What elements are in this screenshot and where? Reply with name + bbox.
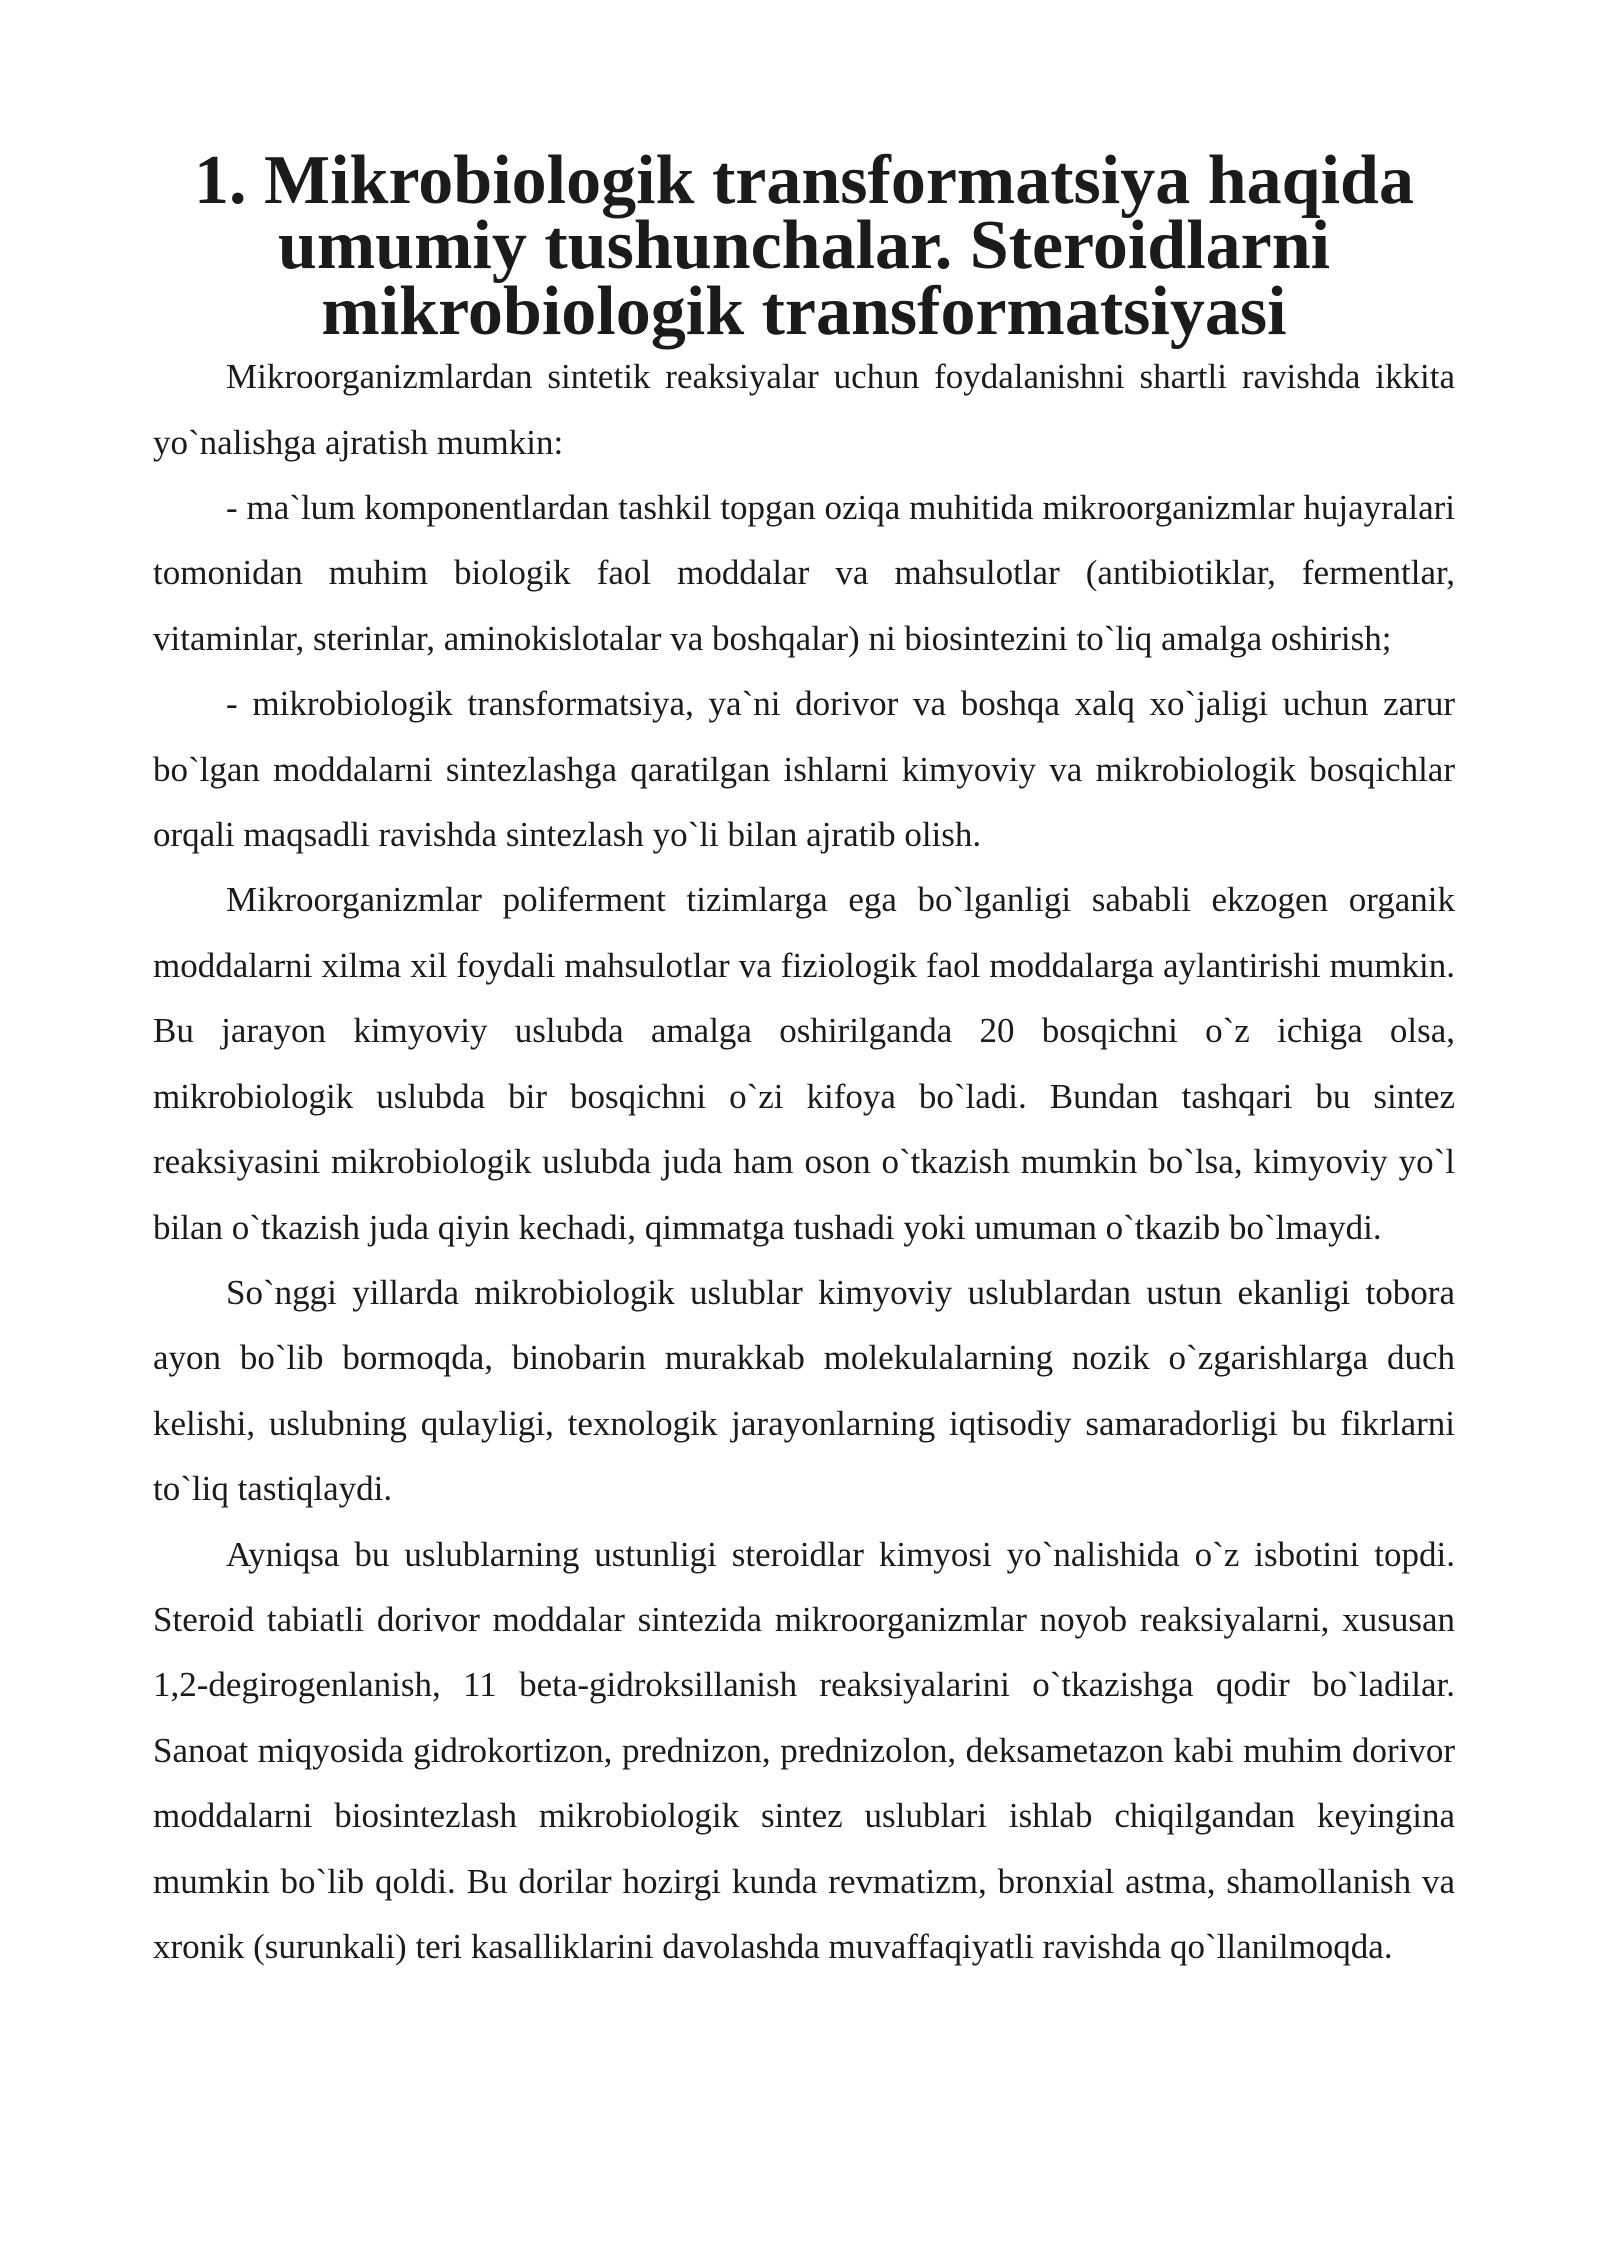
paragraph-recent-years: So`nggi yillarda mikrobiologik uslublar kimyoviy uslublardan ustun ekanligi tobora ayon bo`lib bormoqda, binobarin murakkab molekulalarning nozik o`zgarishlarga duch kelishi, uslubning qulayligi, texnologik jarayonlarning iqtisodiy samaradorligi bu fikrlarni to`liq tastiqlaydi. xyxy=(153,1272,1455,1509)
paragraph-polyenzyme: Mikroorganizmlar poliferment tizimlarga ega bo`lganligi sababli ekzogen organik moddalarni xilma xil foydali mahsulotlar va fiziologik faol moddalarga aylantirishi mumkin. Bu jarayon kimyoviy uslubda amalga oshirilganda 20 bosqichni o`z ichiga olsa, mikrobiologik uslubda bir bosqichni o`zi kifoya bo`ladi. Bundan tashqari bu sintez reaksiyasini mikrobiologik uslubda juda ham oson o`tkazish mumkin bo`lsa, kimyoviy yo`l bilan o`tkazish juda qiyin kechadi, qimmatga tushadi yoki umuman o`tkazib bo`lmaydi. xyxy=(153,880,1455,1247)
paragraph-intro: Mikroorganizmlardan sintetik reaksiyalar uchun foydalanishni shartli ravishda ikkita yo`nalishga ajratish mumkin: xyxy=(153,357,1455,462)
paragraph-steroids: Ayniqsa bu uslublarning ustunligi steroidlar kimyosi yo`nalishida o`z isbotini topdi. Steroid tabiatli dorivor moddalar sintezida mikroorganizmlar noyob reaksiyalarni, xususan 1,2-degirogenlanish, 11 beta-gidroksillanish reaksiyalarini o`tkazishga qodir bo`ladilar. Sanoat miqyosida gidrokortizon, prednizon, prednizolon, deksametazon kabi muhim dorivor moddalarni biosintezlash mikrobiologik sintez uslublari ishlab chiqilgandan keyingina mumkin bo`lib qoldi. Bu dorilar hozirgi kunda revmatizm, bronxial astma, shamollanish va xronik (surunkali) teri kasalliklarini davolashda muvaffaqiyatli ravishda qo`llanilmoqda. xyxy=(153,1534,1455,1966)
paragraph-list-item-2: - mikrobiologik transformatsiya, ya`ni dorivor va boshqa xalq xo`jaligi uchun zarur bo`lgan moddalarni sintezlashga qaratilgan ishlarni kimyoviy va mikrobiologik bosqichlar orqali maqsadli ravishda sintezlash yo`li bilan ajratib olish. xyxy=(153,684,1455,855)
document-page xyxy=(153,142,1455,1979)
section-title: 1. Mikrobiologik transformatsiya haqida umumiy tushunchalar. Steroidlarni mikrobiologik transformatsiyasi xyxy=(194,142,1414,350)
paragraph-list-item-1: - ma`lum komponentlardan tashkil topgan oziqa muhitida mikroorganizmlar hujayralari tomonidan muhim biologik faol moddalar va mahsulotlar (antibiotiklar, fermentlar, vitaminlar, sterinlar, aminokislotalar va boshqalar) ni biosintezini to`liq amalga oshirish; xyxy=(153,488,1455,658)
